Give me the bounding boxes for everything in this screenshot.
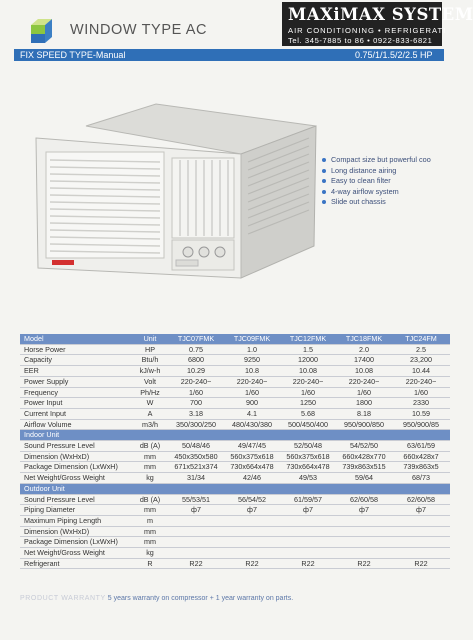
table-row <box>20 526 450 537</box>
spec-header-row <box>20 334 450 344</box>
spec-value: R22 <box>224 558 280 569</box>
spec-value: 730x664x478 <box>224 462 280 473</box>
feature-list <box>322 155 442 208</box>
section-header-row <box>20 483 450 494</box>
spec-value: 31/34 <box>168 473 224 484</box>
spec-value: 739x863x515 <box>336 462 392 473</box>
spec-unit: mm <box>132 462 168 473</box>
page-title: WINDOW TYPE AC <box>70 22 208 38</box>
spec-label: Package Dimension (LxWxH) <box>20 462 132 473</box>
spec-value: 660x428x770 <box>336 451 392 462</box>
spec-value <box>392 537 450 548</box>
spec-label: Capacity <box>20 355 132 366</box>
spec-value <box>224 548 280 559</box>
spec-label: Net Weight/Gross Weight <box>20 548 132 559</box>
feature-item: Easy to clean filter <box>322 176 442 187</box>
spec-value: 1/60 <box>336 387 392 398</box>
spec-value: 23,200 <box>392 355 450 366</box>
spec-value: ф7 <box>168 505 224 516</box>
spec-value: 450x350x580 <box>168 451 224 462</box>
table-row <box>20 355 450 366</box>
dealer-brand-box <box>282 2 473 46</box>
table-row <box>20 494 450 505</box>
spec-value: 560x375x618 <box>224 451 280 462</box>
spec-value: 220-240~ <box>168 376 224 387</box>
spec-value <box>336 526 392 537</box>
spec-value: 660x428x7 <box>392 451 450 462</box>
spec-value: 739x863x5 <box>392 462 450 473</box>
spec-value: 42/46 <box>224 473 280 484</box>
window-ac-image <box>26 96 316 286</box>
feature-item: Slide out chassis <box>322 197 442 208</box>
spec-label: Power Input <box>20 398 132 409</box>
section-title: Outdoor Unit <box>20 483 450 494</box>
spec-value: 1.0 <box>224 344 280 355</box>
table-row <box>20 473 450 484</box>
spec-label: Dimension (WxHxD) <box>20 451 132 462</box>
table-row <box>20 558 450 569</box>
spec-value: 1250 <box>280 398 336 409</box>
spec-value: 220-240~ <box>224 376 280 387</box>
spec-label: Frequency <box>20 387 132 398</box>
spec-unit: A <box>132 408 168 419</box>
spec-value: 1/60 <box>280 387 336 398</box>
section-header-row <box>20 430 450 441</box>
spec-value: 900 <box>224 398 280 409</box>
spec-value: 220-240~ <box>280 376 336 387</box>
spec-value: ф7 <box>224 505 280 516</box>
spec-value <box>336 537 392 548</box>
table-row <box>20 537 450 548</box>
dealer-tagline: AIR CONDITIONING • REFRIGERATI <box>288 26 447 35</box>
spec-unit: dB (A) <box>132 494 168 505</box>
spec-unit: HP <box>132 344 168 355</box>
spec-label: EER <box>20 366 132 377</box>
bullet-icon <box>322 200 326 204</box>
spec-label: Maximum Piping Length <box>20 515 132 526</box>
spec-value: 1/60 <box>224 387 280 398</box>
spec-unit: mm <box>132 451 168 462</box>
spec-value: 1/60 <box>392 387 450 398</box>
spec-value: R22 <box>336 558 392 569</box>
spec-value: 700 <box>168 398 224 409</box>
table-row <box>20 419 450 430</box>
warranty-text: 5 years warranty on compressor + 1 year warranty on parts. <box>107 595 294 602</box>
spec-value: 62/60/58 <box>336 494 392 505</box>
table-row <box>20 548 450 559</box>
table-row <box>20 387 450 398</box>
spec-value: 59/64 <box>336 473 392 484</box>
table-row <box>20 344 450 355</box>
spec-value: 560x375x618 <box>280 451 336 462</box>
spec-unit: Btu/h <box>132 355 168 366</box>
spec-value: 1/60 <box>168 387 224 398</box>
spec-unit: m <box>132 515 168 526</box>
spec-value: 730x664x478 <box>280 462 336 473</box>
spec-value: 5.68 <box>280 408 336 419</box>
table-row <box>20 462 450 473</box>
table-row <box>20 441 450 452</box>
feature-item: Long distance airing <box>322 166 442 177</box>
spec-table <box>20 334 450 569</box>
table-row <box>20 366 450 377</box>
spec-value <box>168 515 224 526</box>
spec-label: Current Input <box>20 408 132 419</box>
warranty-note <box>20 595 293 602</box>
column-header: TJC07FMK <box>168 334 224 344</box>
spec-value: 52/50/48 <box>280 441 336 452</box>
spec-value <box>224 526 280 537</box>
hp-range-label: 0.75/1/1.5/2/2.5 HP <box>355 50 433 60</box>
feature-item: 4-way airflow system <box>322 187 442 198</box>
spec-label: Power Supply <box>20 376 132 387</box>
spec-value <box>280 548 336 559</box>
spec-label: Horse Power <box>20 344 132 355</box>
spec-value: R22 <box>168 558 224 569</box>
spec-value <box>280 526 336 537</box>
table-row <box>20 376 450 387</box>
spec-value: 3.18 <box>168 408 224 419</box>
table-row <box>20 505 450 516</box>
spec-label: Package Dimension (LxWxH) <box>20 537 132 548</box>
column-header: Unit <box>132 334 168 344</box>
spec-value <box>392 548 450 559</box>
feature-item: Compact size but powerful coo <box>322 155 442 166</box>
spec-unit: W <box>132 398 168 409</box>
spec-value: 50/48/46 <box>168 441 224 452</box>
spec-label: Sound Pressure Level <box>20 441 132 452</box>
spec-value: 10.08 <box>336 366 392 377</box>
spec-label: Sound Pressure Level <box>20 494 132 505</box>
column-header: TJC12FMK <box>280 334 336 344</box>
spec-value: ф7 <box>280 505 336 516</box>
category-bar <box>14 49 444 61</box>
spec-value: 63/61/59 <box>392 441 450 452</box>
spec-unit: Ph/Hz <box>132 387 168 398</box>
spec-value: 500/450/400 <box>280 419 336 430</box>
spec-value: 61/59/57 <box>280 494 336 505</box>
spec-value: 1800 <box>336 398 392 409</box>
dealer-name: MAXiMAX SYSTEM <box>288 5 473 24</box>
spec-value: 1.5 <box>280 344 336 355</box>
spec-value: 10.44 <box>392 366 450 377</box>
spec-value: 220-240~ <box>392 376 450 387</box>
cube-logo-icon <box>28 16 58 46</box>
spec-value: 10.8 <box>224 366 280 377</box>
spec-value: ф7 <box>336 505 392 516</box>
column-header: Model <box>20 334 132 344</box>
spec-value <box>336 515 392 526</box>
spec-value <box>392 526 450 537</box>
spec-value <box>280 515 336 526</box>
spec-unit: kJ/w-h <box>132 366 168 377</box>
spec-value: 950/900/850 <box>336 419 392 430</box>
spec-unit: mm <box>132 537 168 548</box>
spec-value: 6800 <box>168 355 224 366</box>
spec-value: 220-240~ <box>336 376 392 387</box>
spec-value: 62/60/58 <box>392 494 450 505</box>
spec-unit: R <box>132 558 168 569</box>
spec-unit: Volt <box>132 376 168 387</box>
table-row <box>20 451 450 462</box>
spec-value: 10.59 <box>392 408 450 419</box>
table-row <box>20 515 450 526</box>
spec-value: 950/900/85 <box>392 419 450 430</box>
spec-value: 0.75 <box>168 344 224 355</box>
spec-value: 4.1 <box>224 408 280 419</box>
spec-value: 2.0 <box>336 344 392 355</box>
spec-unit: mm <box>132 526 168 537</box>
spec-unit: kg <box>132 473 168 484</box>
spec-label: Piping Diameter <box>20 505 132 516</box>
spec-value <box>168 526 224 537</box>
category-label: FIX SPEED TYPE-Manual <box>20 50 126 60</box>
column-header: TJC18FMK <box>336 334 392 344</box>
spec-value: 49/47/45 <box>224 441 280 452</box>
spec-value: 55/53/51 <box>168 494 224 505</box>
bullet-icon <box>322 179 326 183</box>
spec-label: Refrigerant <box>20 558 132 569</box>
spec-value <box>168 537 224 548</box>
spec-value: 56/54/52 <box>224 494 280 505</box>
spec-value <box>280 537 336 548</box>
spec-unit: m3/h <box>132 419 168 430</box>
spec-value <box>168 548 224 559</box>
spec-unit: mm <box>132 505 168 516</box>
spec-value: 54/52/50 <box>336 441 392 452</box>
spec-unit: dB (A) <box>132 441 168 452</box>
bullet-icon <box>322 190 326 194</box>
spec-value <box>224 537 280 548</box>
spec-value <box>336 548 392 559</box>
spec-value: R22 <box>280 558 336 569</box>
bullet-icon <box>322 158 326 162</box>
spec-value: 8.18 <box>336 408 392 419</box>
spec-value: ф7 <box>392 505 450 516</box>
spec-label: Net Weight/Gross Weight <box>20 473 132 484</box>
spec-value: 9250 <box>224 355 280 366</box>
spec-value: 671x521x374 <box>168 462 224 473</box>
spec-label: Dimension (WxHxD) <box>20 526 132 537</box>
spec-unit: kg <box>132 548 168 559</box>
spec-value: 2330 <box>392 398 450 409</box>
table-row <box>20 398 450 409</box>
warranty-label: PRODUCT WARRANTY <box>20 595 106 602</box>
section-title: Indoor Unit <box>20 430 450 441</box>
spec-value: 49/53 <box>280 473 336 484</box>
spec-value: 17400 <box>336 355 392 366</box>
spec-value: 480/430/380 <box>224 419 280 430</box>
spec-value: 10.29 <box>168 366 224 377</box>
spec-value <box>224 515 280 526</box>
column-header: TJC09FMK <box>224 334 280 344</box>
column-header: TJC24FM <box>392 334 450 344</box>
spec-value <box>392 515 450 526</box>
table-row <box>20 408 450 419</box>
spec-value: 68/73 <box>392 473 450 484</box>
spec-label: Airflow Volume <box>20 419 132 430</box>
spec-value: R22 <box>392 558 450 569</box>
spec-value: 350/300/250 <box>168 419 224 430</box>
bullet-icon <box>322 169 326 173</box>
spec-value: 10.08 <box>280 366 336 377</box>
spec-value: 12000 <box>280 355 336 366</box>
spec-table-body <box>20 344 450 569</box>
dealer-phone: Tel. 345-7885 to 86 • 0922-833-6821 <box>288 36 433 45</box>
spec-value: 2.5 <box>392 344 450 355</box>
